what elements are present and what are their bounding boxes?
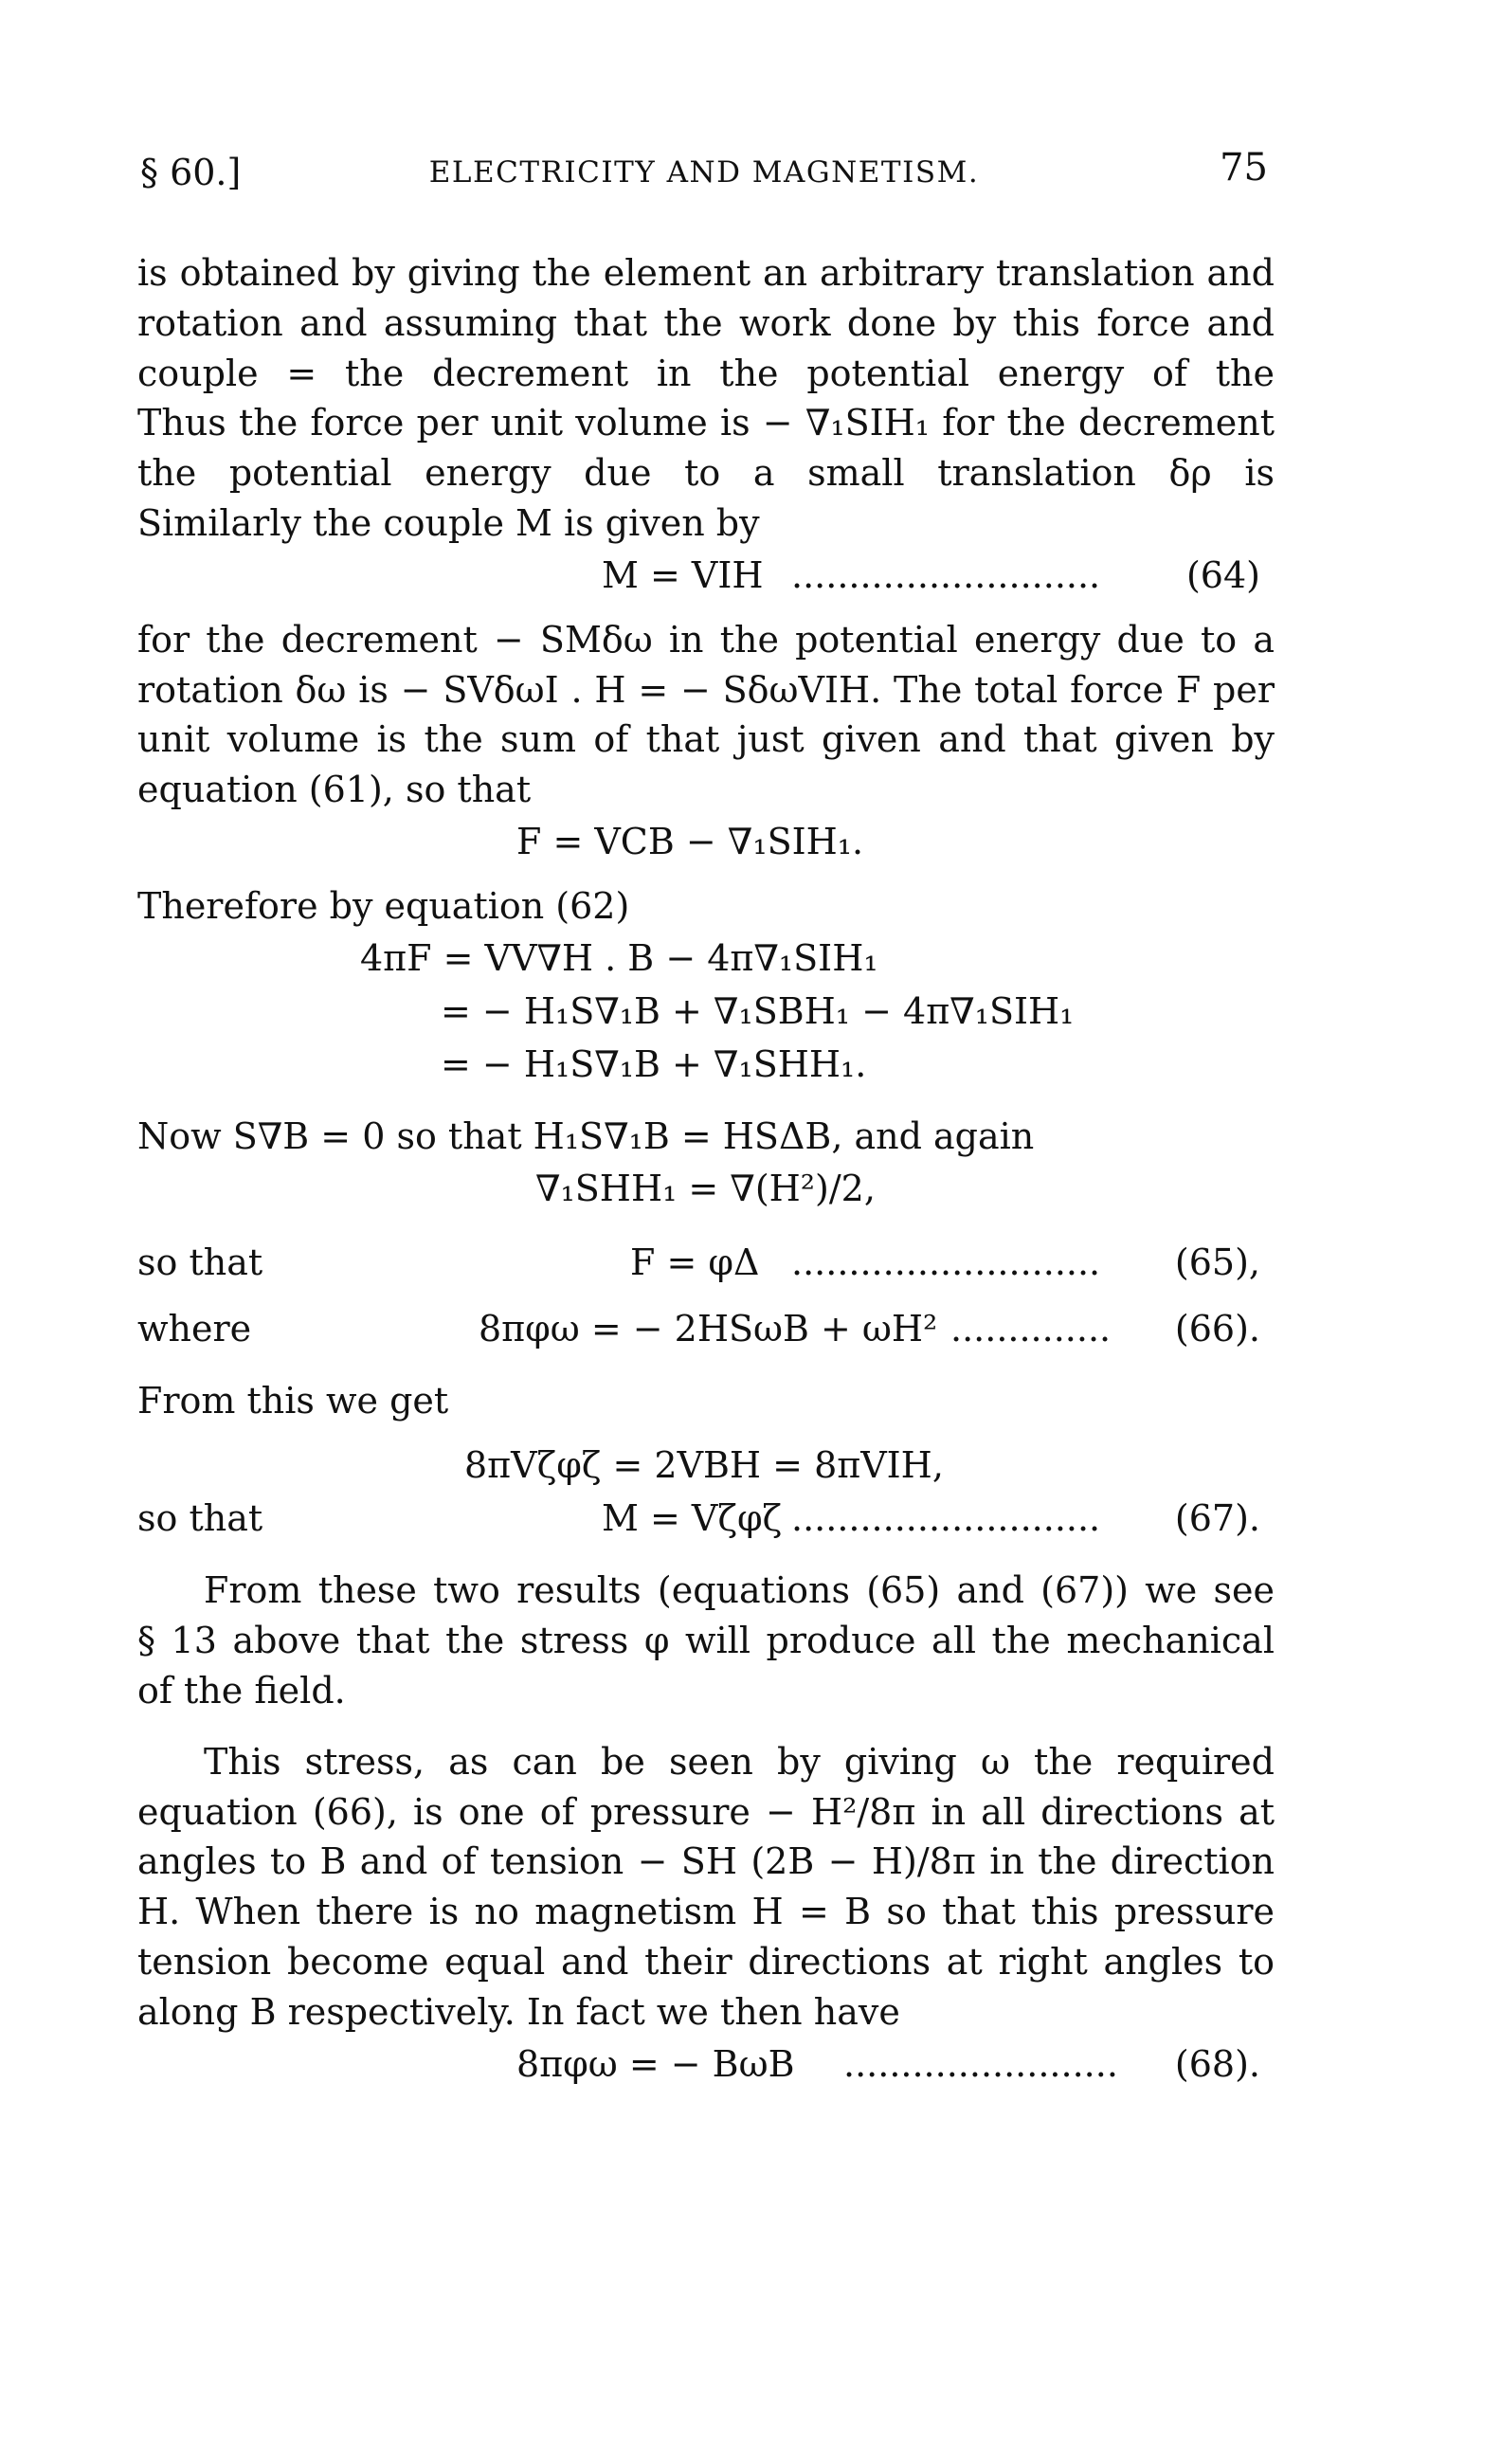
text-line: unit volume is the sum of that just given and that given by [137,718,1275,761]
text-line: along B respectively. In fact we then have [137,1990,900,2033]
equation-expression: 4πF = VV∇H . B − 4π∇₁SIH₁ [360,936,878,979]
text-line: § 13 above that the stress φ will produce all the mechanical [137,1620,1275,1662]
text-line: From these two results (equations (65) and (67)) we see [204,1569,1275,1612]
equation-68 [137,2038,1275,2091]
dot-leader: ........................... [791,553,1101,596]
text-line: Now S∇B = 0 so that H₁S∇₁B = HSΔB, and again [137,1114,1035,1157]
equation-expression: M = VIH [602,553,764,596]
equation-65 [137,1236,1275,1289]
equation-number: (66). [1174,1307,1260,1350]
equation-expression: ∇₁SHH₁ = ∇(H²)/2, [535,1167,876,1209]
text-line: tension become equal and their directions at right angles to [137,1940,1275,1983]
dot-leader: ........................... [791,1497,1101,1540]
equation-expression: F = VCB − ∇₁SIH₁. [516,820,864,862]
text-line: angles to B and of tension − SH (2B − H)/8π in the direction [137,1840,1275,1883]
equation-vb [137,1439,1275,1492]
equation-expression: 8πφω = − 2HSωB + ωH² [479,1307,938,1350]
text-line: Thus the force per unit volume is − ∇₁SIH₁ for the decrement [137,402,1275,444]
equation-force [137,815,1275,868]
text-line: rotation and assuming that the work done by this force and [137,301,1275,344]
equation-66 [137,1302,1275,1355]
equation-number: (67). [1174,1497,1260,1540]
body-text [137,248,1275,2091]
running-header [140,146,1268,208]
dot-leader: .............. [950,1307,1112,1350]
equation-62-line-3 [137,1038,1275,1091]
text-line: couple = the decrement in the potential energy of the [137,352,1275,394]
equation-number: (65), [1174,1241,1260,1283]
equation-64 [137,549,1275,602]
text-line: is obtained by giving the element an arbitrary translation and [137,252,1275,294]
text-line: for the decrement − SMδω in the potential energy due to a [137,618,1275,661]
equation-expression: M = Vζφζ [602,1497,783,1540]
text-line: H. When there is no magnetism H = B so that this pressure [137,1891,1275,1933]
text-line: From this we get [137,1379,449,1422]
equation-62-line-2 [137,985,1275,1038]
text-line: Therefore by equation (62) [137,884,630,927]
equation-gradient-identity [137,1162,1275,1215]
equation-expression: F = φΔ [630,1241,760,1283]
equation-expression: = − H₁S∇₁B + ∇₁SHH₁. [441,1042,867,1085]
text-line: This stress, as can be seen by giving ω the required [204,1740,1275,1783]
text-line: of the field. [137,1669,346,1712]
text-line: equation (61), so that [137,769,532,811]
section-marker: § 60.] [140,152,242,193]
text-line: rotation δω is − SVδωI . H = − SδωVIH. The total force F per [137,668,1275,711]
page-number: 75 [1220,146,1268,190]
equation-expression: 8πφω = − BωB [516,2042,795,2085]
text-line: Similarly the couple M is given by [137,501,760,544]
equation-expression: = − H₁S∇₁B + ∇₁SBH₁ − 4π∇₁SIH₁ [441,989,1075,1032]
dot-leader: ........................ [843,2042,1118,2085]
lead-in-text: so that [137,1241,263,1283]
lead-in-text: where [137,1307,252,1350]
text-line: the potential energy due to a small translation δρ is [137,452,1275,495]
equation-67 [137,1492,1275,1545]
equation-expression: 8πVζφζ = 2VBH = 8πVIH, [464,1444,944,1487]
dot-leader: ........................... [791,1241,1101,1283]
equation-number: (64) [1185,553,1260,596]
running-title: ELECTRICITY AND MAGNETISM. [428,155,980,190]
lead-in-text: so that [137,1497,263,1540]
equation-62-line-1 [137,932,1275,985]
equation-number: (68). [1174,2042,1260,2085]
text-line: equation (66), is one of pressure − H²/8π in all directions at [137,1790,1275,1833]
